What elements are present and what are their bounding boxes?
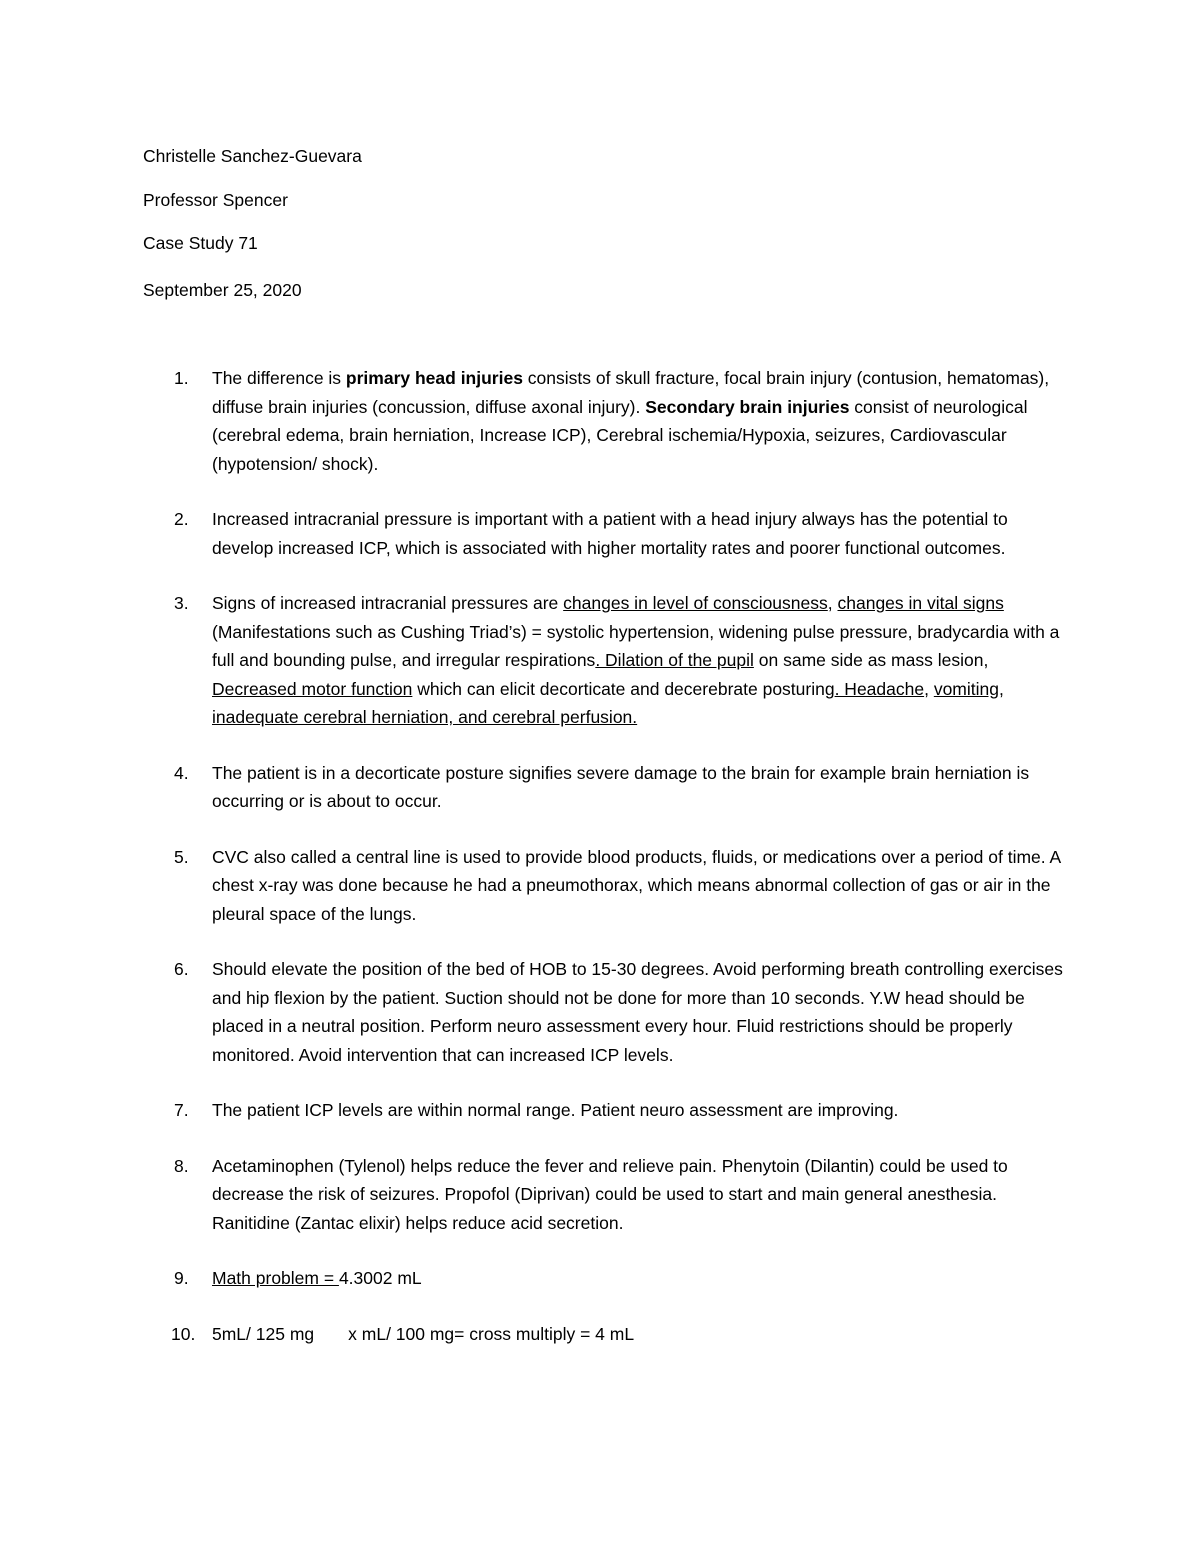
item-text: Increased intracranial pressure is important with a patient with a head injury always has the potential to develop increased ICP, which is associated with higher mortality rates and poorer functional outcomes. — [212, 509, 1008, 558]
professor-name: Professor Spencer — [143, 190, 288, 210]
item-text: The difference is — [212, 368, 346, 388]
item-number: 1. — [174, 368, 189, 388]
course-title: Case Study 71 — [143, 233, 258, 253]
item-text: The patient is in a decorticate posture signifies severe damage to the brain for example brain herniation is occurring or is about to occur. — [212, 762, 1030, 811]
list-item — [143, 505, 1063, 562]
item-number: 9. — [174, 1268, 189, 1288]
list-item — [143, 1096, 1063, 1125]
item-text-underlined: Decreased motor function — [212, 678, 413, 699]
item-text: (Manifestations such as Cushing Triad’s) = systolic hypertension, widening pulse pressure, bradycardia with a full and bounding pulse, and irregular respirations — [212, 621, 1060, 670]
item-text: Signs of increased intracranial pressures are — [212, 593, 564, 613]
item-number: 5. — [174, 846, 189, 867]
list-item — [143, 364, 1063, 478]
item-text-underlined: . Headache — [834, 678, 925, 699]
item-number: 10. — [171, 1323, 196, 1344]
item-text: which can elicit decorticate and decerebrate posturing — [412, 678, 835, 699]
item-text: , — [827, 593, 838, 613]
item-text: on same side as mass lesion, — [753, 650, 989, 670]
item-text-bold: primary head injuries — [345, 368, 523, 388]
item-text-underlined: changes in vital signs — [837, 593, 1004, 613]
author-name: Christelle Sanchez-Guevara — [143, 146, 362, 166]
item-text: consists of skull fracture, focal brain injury (contusion, hematomas), diffuse brain injuries (concussion, diffuse axonal injury). — [212, 368, 1050, 417]
item-text: , — [924, 678, 934, 699]
item-number: 2. — [174, 509, 189, 529]
item-number: 7. — [174, 1100, 189, 1120]
item-text: x mL/ 100 mg= cross multiply = 4 mL — [348, 1323, 635, 1344]
item-number: 4. — [174, 762, 189, 783]
list-item — [143, 1152, 1063, 1238]
item-text: consist of neurological (cerebral edema, brain herniation, Increase ICP), Cerebral ischemia/Hypoxia, seizures, Cardiovascular (hypotension/ shock). — [212, 396, 1028, 474]
list-item — [143, 759, 1063, 816]
item-text-bold: Secondary brain injuries — [645, 396, 850, 417]
document-date: September 25, 2020 — [143, 280, 302, 300]
list-item — [143, 1264, 1063, 1293]
item-text: Should elevate the position of the bed of HOB to 15-30 degrees. Avoid performing breath controlling exercises and hip flexion by the patient. Suction should not be done for more than 10 seconds. Y.W head should be placed in a neutral position. Perform neuro assessment every hour. Fluid restrictions should be properly monitored. Avoid intervention that can increased ICP levels. — [212, 959, 1063, 1065]
item-text-underlined: changes in level of consciousness — [563, 593, 828, 613]
item-text: Acetaminophen (Tylenol) helps reduce the fever and relieve pain. Phenytoin (Dilantin) could be used to decrease the risk of seizures. Propofol (Diprivan) could be used to start and main general anesthesia. Ranitidine (Zantac elixir) helps reduce acid secretion. — [212, 1155, 1008, 1233]
list-item — [143, 955, 1063, 1069]
item-text: The patient ICP levels are within normal range. Patient neuro assessment are improving. — [212, 1100, 899, 1120]
item-text: 4.3002 mL — [338, 1268, 422, 1288]
list-item — [143, 1320, 1063, 1349]
item-text-underlined: vomiting, inadequate cerebral herniation, and cerebral perfusion. — [212, 678, 1004, 727]
item-text: CVC also called a central line is used to provide blood products, fluids, or medications over a period of time. A chest x-ray was done because he had a pneumothorax, which means abnormal collection of gas or air in the pleural space of the lungs. — [212, 846, 1061, 924]
answer-list — [143, 364, 1063, 1375]
item-number: 6. — [174, 959, 189, 979]
list-item — [143, 843, 1063, 929]
item-text-underlined: . Dilation of the pupil — [595, 650, 754, 670]
list-item — [143, 589, 1063, 732]
item-text-underlined: Math problem = — [212, 1268, 339, 1288]
item-text: 5mL/ 125 mg — [212, 1323, 315, 1344]
item-number: 3. — [174, 593, 189, 613]
item-number: 8. — [174, 1155, 189, 1176]
